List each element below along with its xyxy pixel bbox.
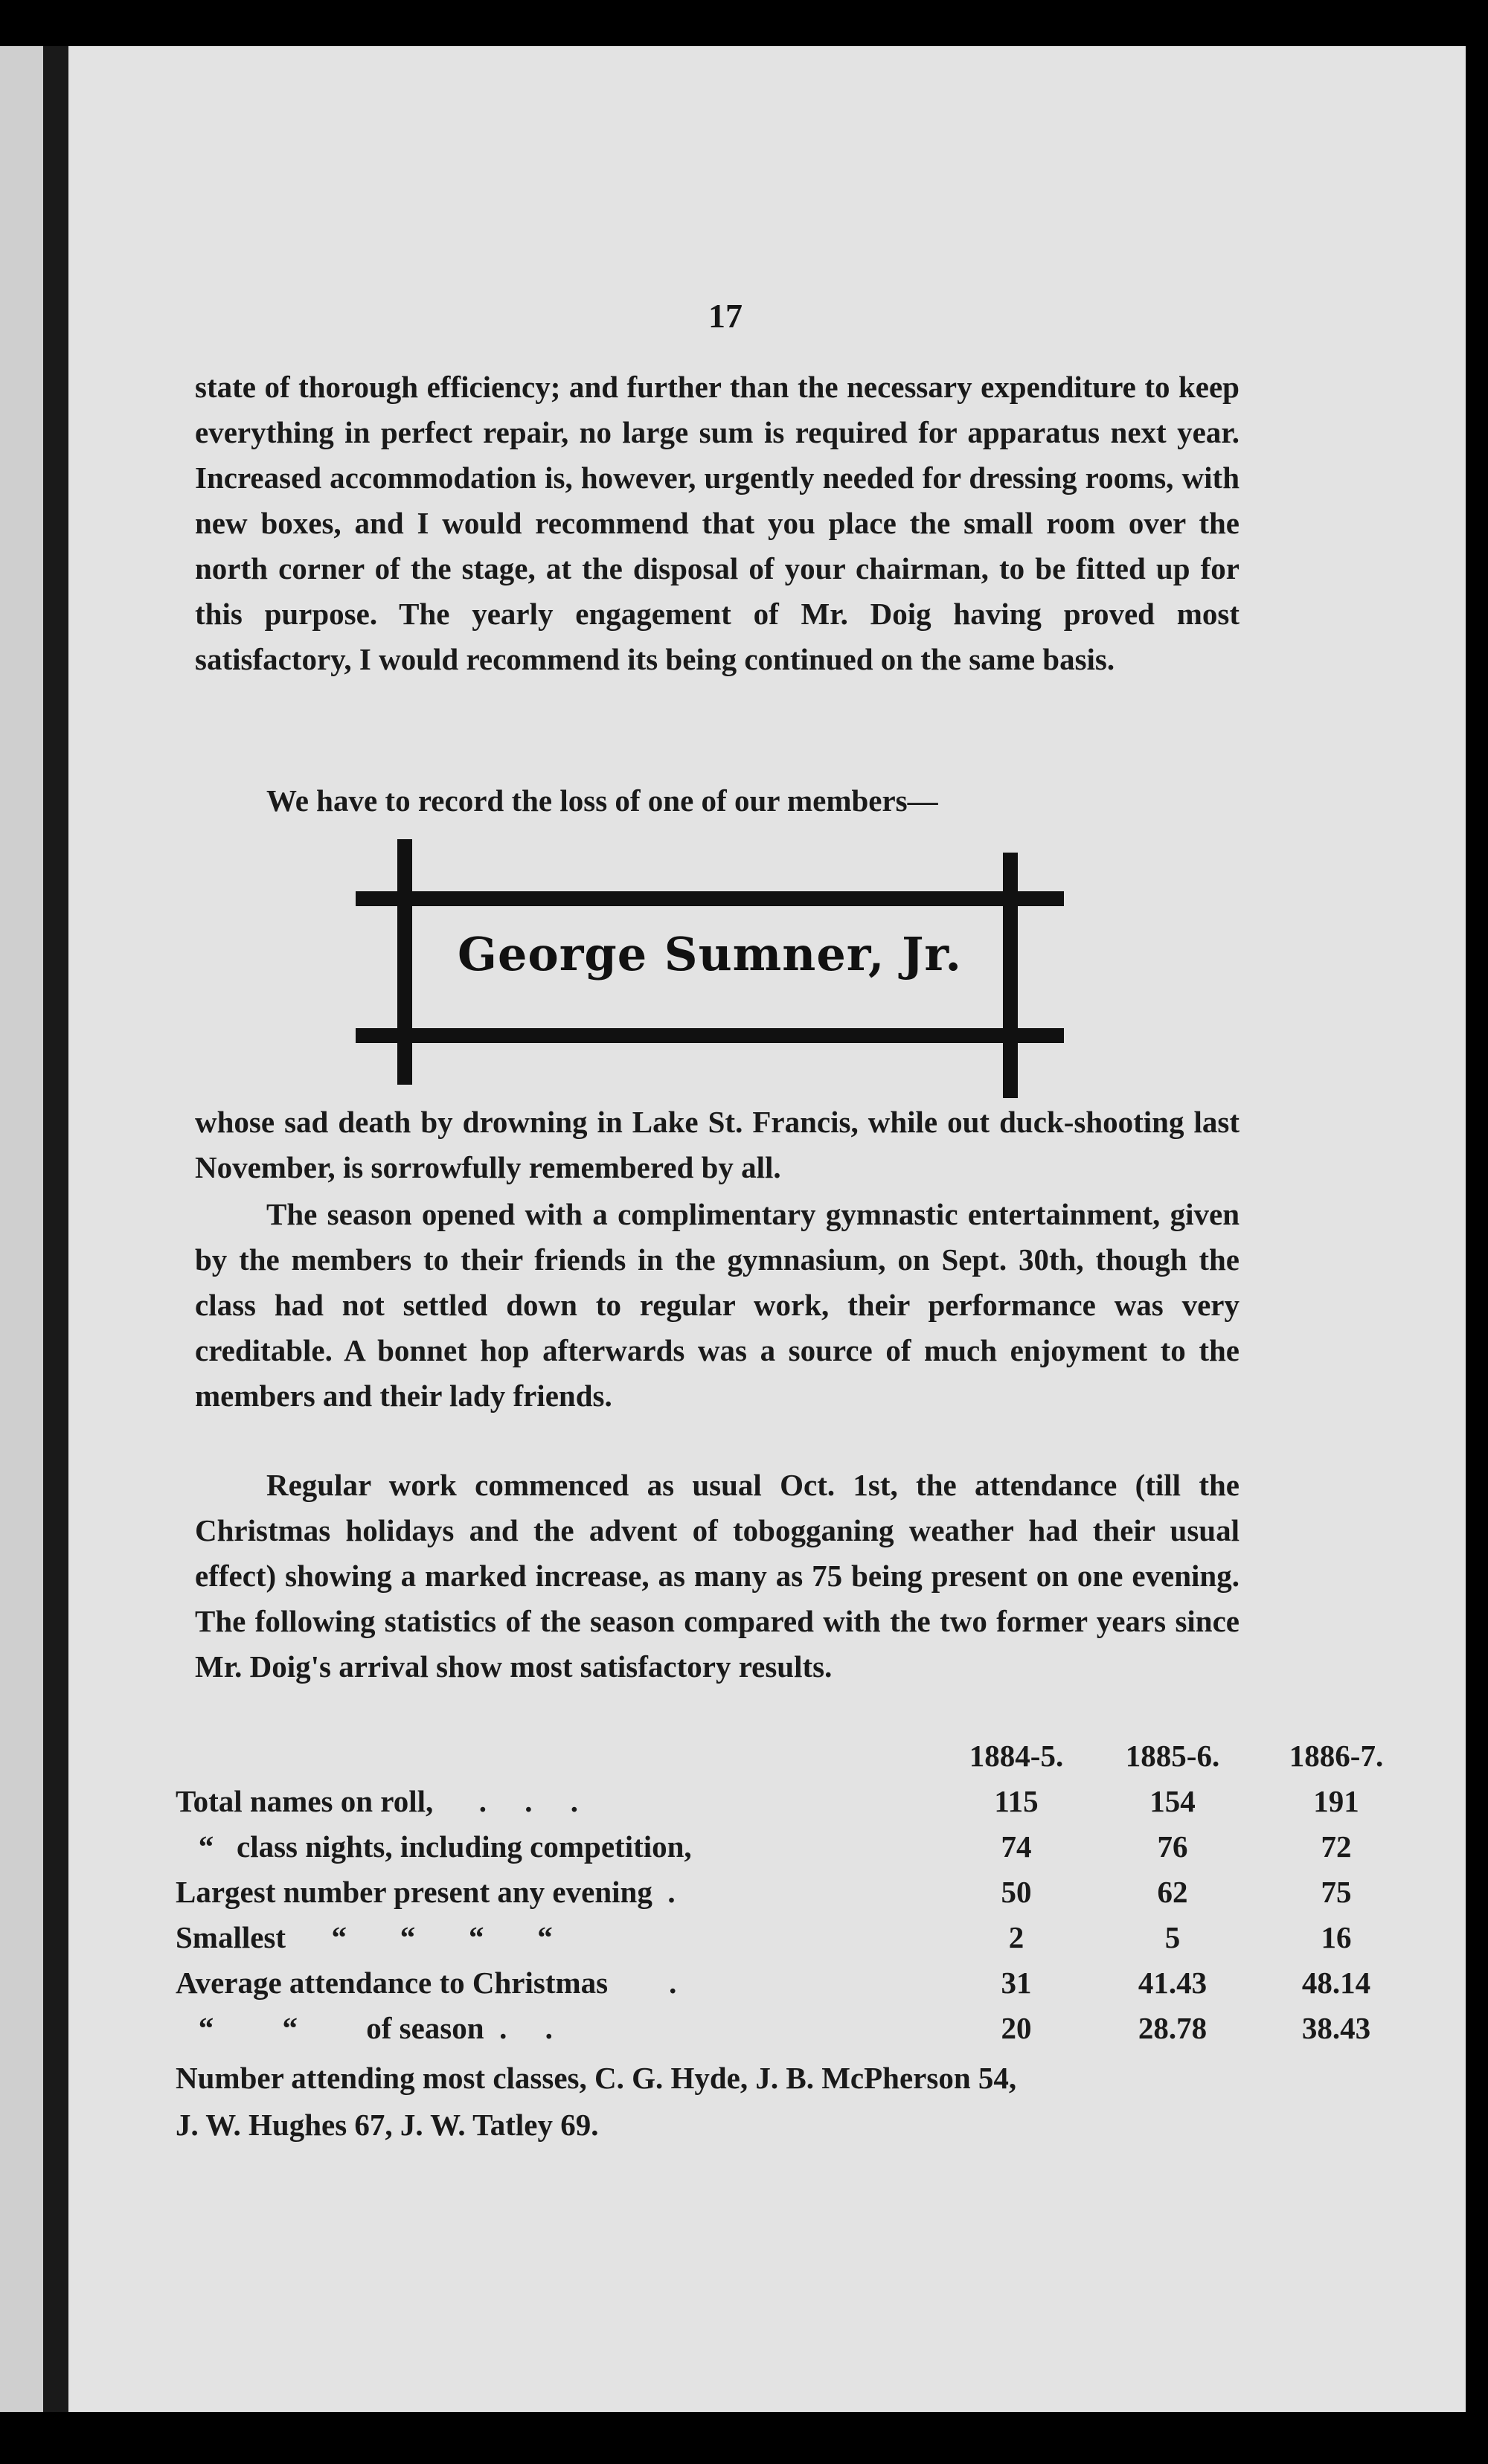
row-label: Smallest “ “ “ “ [176, 1920, 553, 1954]
attendance-note [176, 2055, 1232, 2149]
table-cell: 62 [1157, 1875, 1188, 1909]
paragraph-loss-intro [266, 778, 1234, 824]
row-label: Total names on roll, . . . [176, 1784, 579, 1818]
table-row [176, 1783, 1359, 1829]
table-cell: 154 [1149, 1784, 1196, 1818]
paragraph-text: The season opened with a complimentary gymnastic entertainment, given by the members to their friends in the gymnasium, on Sept. 30th, though the class had not settled down to regular work, their performance was very creditable. A bonnet hop afterwards was a source of much enjoyment to the members and their lady friends. [195, 1197, 1240, 1413]
memorial-name: George Sumner, Jr. [458, 927, 962, 981]
table-cell: 5 [1164, 1920, 1181, 1954]
table-cell: 48.14 [1301, 1966, 1371, 2000]
table-cell: 115 [994, 1784, 1039, 1818]
table-row [176, 1965, 1371, 2010]
row-label: Largest number present any evening . [176, 1875, 676, 1909]
row-label: “ class nights, including competition, [176, 1829, 692, 1864]
page-number: 17 [708, 297, 743, 335]
table-row [176, 1919, 1352, 1965]
page-spine [0, 46, 43, 2412]
frame-right-post [1003, 853, 1018, 1098]
table-row [176, 1829, 1352, 1874]
memorial-frame [351, 836, 1067, 1098]
table-cell: 41.43 [1138, 1966, 1208, 2000]
row-label: Average attendance to Christmas . [176, 1966, 677, 2000]
row-label: “ “ of season . . [176, 2011, 553, 2045]
table-header-row [176, 1738, 1384, 1783]
table-cell: 2 [1008, 1920, 1024, 1954]
table-cell: 38.43 [1301, 2011, 1371, 2045]
table-cell: 28.78 [1138, 2011, 1208, 2045]
column-header: 1886-7. [1289, 1739, 1384, 1773]
table-cell: 72 [1321, 1829, 1352, 1864]
table-cell: 50 [1001, 1875, 1032, 1909]
table-cell: 20 [1001, 2011, 1032, 2045]
binding-edge [43, 46, 68, 2412]
statistics-table [176, 1738, 1384, 2056]
paragraph-text: Regular work commenced as usual Oct. 1st, the attendance (till the Christmas holidays and the advent of tobogganing weather had their usual effect) showing a marked increase, as many as 75 being present on one evening. The following statistics of the season compared with the two former years since Mr. Doig's arrival show most satisfactory results. [195, 1468, 1240, 1684]
table-row [176, 2010, 1371, 2056]
paragraph-season-opened [195, 1192, 1240, 1419]
table-cell: 76 [1157, 1829, 1188, 1864]
paragraph-efficiency [195, 365, 1240, 682]
table-cell: 74 [1001, 1829, 1032, 1864]
table-cell: 16 [1321, 1920, 1352, 1954]
note-line: J. W. Hughes 67, J. W. Tatley 69. [176, 2108, 599, 2142]
paragraph-text: whose sad death by drowning in Lake St. Francis, while out duck-shooting last November, is sorrowfully remembered by all. [195, 1105, 1240, 1184]
paragraph-text: state of thorough efficiency; and further than the necessary expenditure to keep everything in perfect repair, no large sum is required for apparatus next year. Increased accommodation is, however, urgently needed for dressing rooms, with new boxes, and I would recommend that you place the small room over the north corner of the stage, at the disposal of your chairman, to be fitted up for this purpose. The yearly engagement of Mr. Doig having proved most satisfactory, I would recommend its being continued on the same basis. [195, 370, 1240, 676]
table-cell: 191 [1313, 1784, 1359, 1818]
frame-top-bar [356, 891, 1064, 906]
frame-left-post [397, 839, 412, 1085]
table-cell: 31 [1001, 1966, 1032, 2000]
table-cell: 75 [1321, 1875, 1352, 1909]
paragraph-regular-work [195, 1463, 1240, 1690]
note-line: Number attending most classes, C. G. Hyde, J. B. McPherson 54, [176, 2061, 1017, 2095]
column-header: 1884-5. [969, 1739, 1064, 1773]
table-row [176, 1874, 1352, 1919]
paragraph-text: We have to record the loss of one of our members— [266, 783, 938, 818]
column-header: 1885-6. [1125, 1739, 1220, 1773]
frame-bottom-bar [356, 1028, 1064, 1043]
paragraph-drowning [195, 1100, 1240, 1190]
